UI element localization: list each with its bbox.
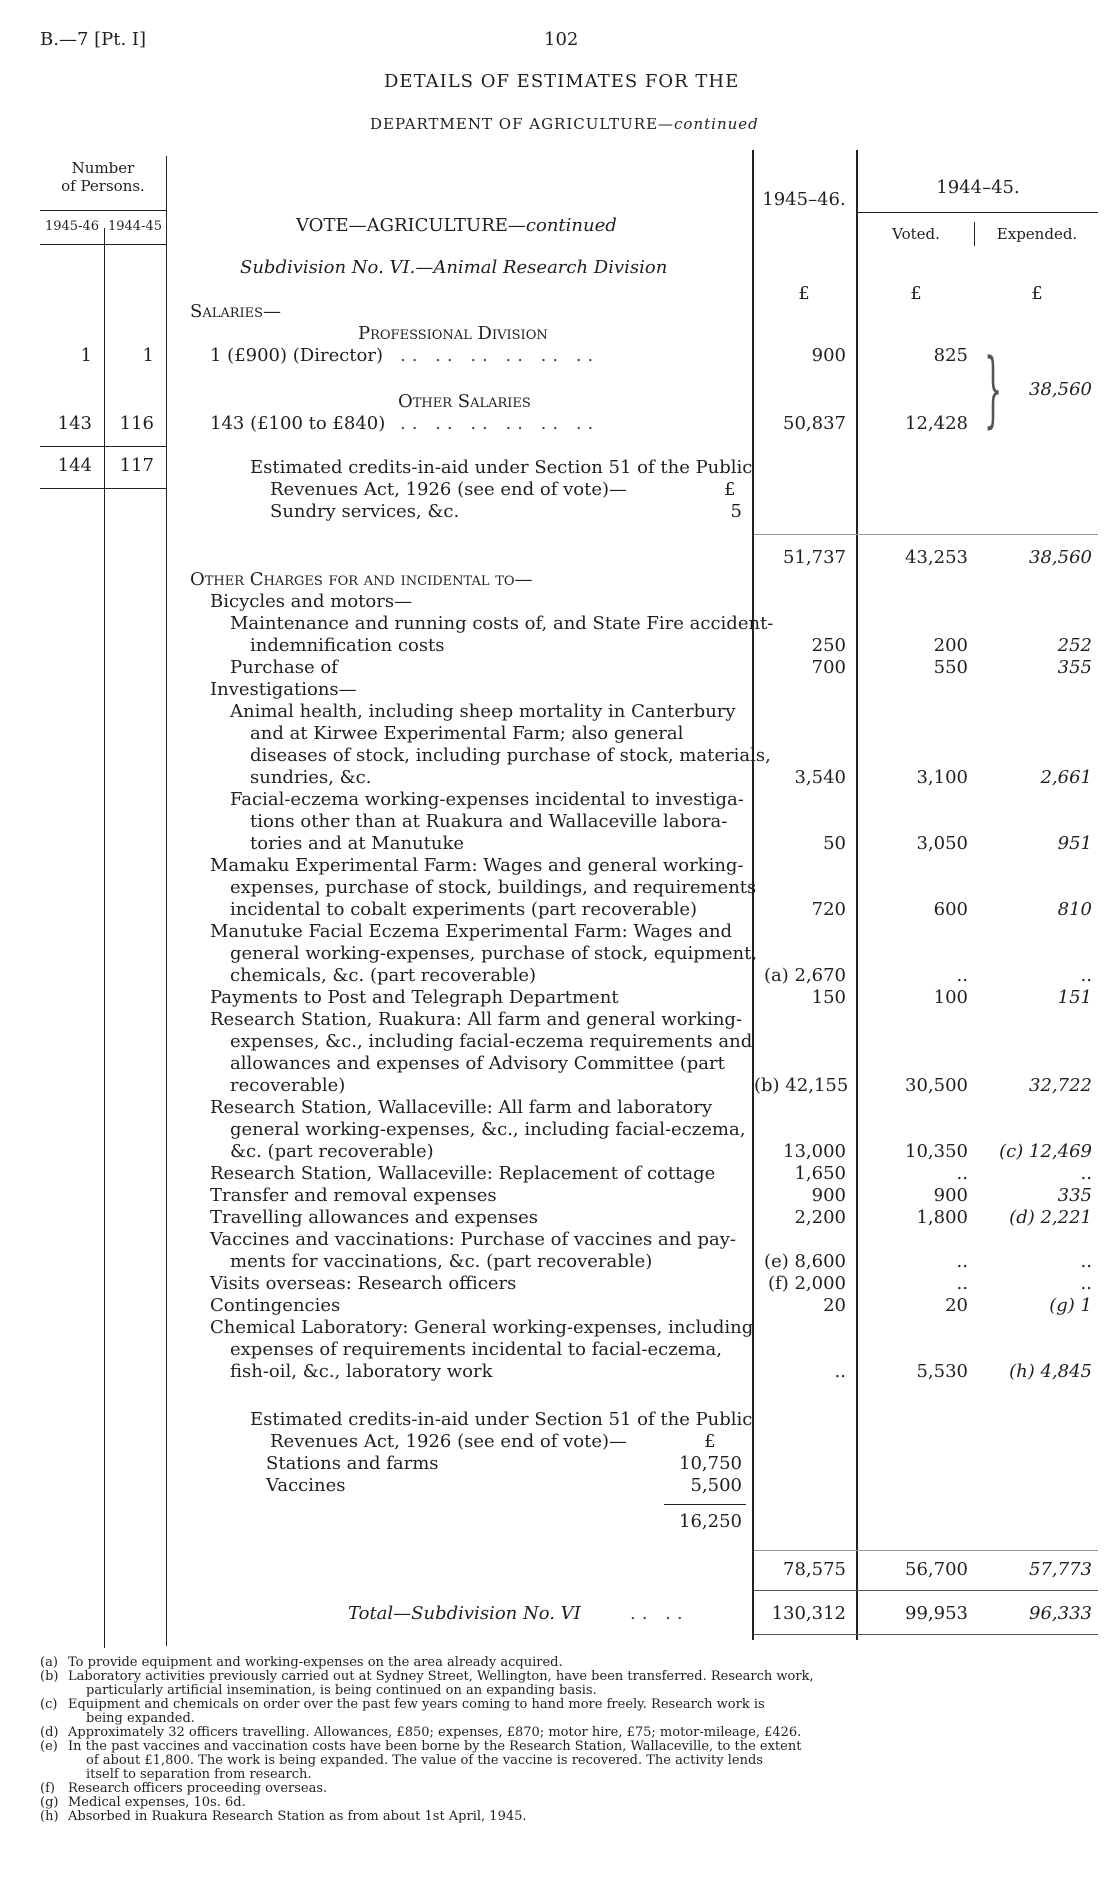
footnote-line: being expanded. bbox=[86, 1711, 195, 1726]
visits-label: Visits overseas: Research officers bbox=[210, 1273, 517, 1294]
vaccines-expended: .. bbox=[1080, 1251, 1092, 1272]
director-persons-1945: 1 bbox=[80, 345, 92, 366]
director-persons-1944: 1 bbox=[142, 345, 154, 366]
header-expended: Expended. bbox=[996, 225, 1078, 243]
vote-main: VOTE—AGRICULTURE— bbox=[296, 215, 526, 236]
header-voted: Voted. bbox=[892, 225, 940, 243]
post-label: Payments to Post and Telegraph Department bbox=[210, 987, 619, 1008]
vaccines-line: Vaccines and vaccinations: Purchase of vaccines and pay- bbox=[210, 1229, 736, 1250]
post-amount: 150 bbox=[811, 987, 846, 1008]
transfer-voted: 900 bbox=[933, 1185, 968, 1206]
manutuke-line: chemicals, &c. (part recoverable) bbox=[230, 965, 537, 986]
footnote bbox=[40, 1810, 1100, 1824]
travelling-label: Travelling allowances and expenses bbox=[210, 1207, 539, 1228]
year-previous: 1944–45. bbox=[936, 177, 1020, 198]
footnote-line: Approximately 32 officers travelling. Allowances, £850; expenses, £870; motor hire, £75; motor-mileage, £426. bbox=[68, 1725, 802, 1740]
chemical-line: Chemical Laboratory: General working-expenses, including bbox=[210, 1317, 754, 1338]
persons-number-label: Number bbox=[71, 159, 135, 177]
other-charges-heading: Other Charges for and incidental to— bbox=[190, 569, 533, 590]
facial-eczema-expended: 951 bbox=[1057, 833, 1092, 854]
animal-health-expended: 2,661 bbox=[1040, 767, 1092, 788]
footnotes bbox=[40, 1656, 1100, 1824]
wallaceville-line: Research Station, Wallaceville: All farm and laboratory bbox=[210, 1097, 713, 1118]
footnote-line: Equipment and chemicals on order over the past few years coming to hand more freely. Research work is bbox=[68, 1697, 765, 1712]
vote-title bbox=[296, 216, 617, 236]
cottage-amount: 1,650 bbox=[794, 1163, 846, 1184]
sundry-services-value: 5 bbox=[730, 501, 742, 522]
footnote-mark: (d) bbox=[40, 1725, 59, 1740]
footnote-mark: (h) bbox=[40, 1809, 59, 1824]
ruakura-line: expenses, &c., including facial-eczema requirements and bbox=[230, 1031, 753, 1052]
cottage-voted: .. bbox=[956, 1163, 968, 1184]
manutuke-line: general working-expenses, purchase of stock, equipment, bbox=[230, 943, 758, 964]
ruakura-line: allowances and expenses of Advisory Committee (part bbox=[230, 1053, 725, 1074]
stations-label: Stations and farms bbox=[266, 1453, 439, 1474]
footnote bbox=[40, 1796, 1100, 1810]
mamaku-line: expenses, purchase of stock, buildings, and requirements bbox=[230, 877, 757, 898]
chemical-expended: (h) 4,845 bbox=[1009, 1361, 1092, 1382]
salaries-total-amount: 51,737 bbox=[783, 547, 846, 568]
visits-expended: .. bbox=[1080, 1273, 1092, 1294]
facial-eczema-amount: 50 bbox=[823, 833, 846, 854]
footnote-line: of about £1,800. The work is being expanded. The value of the vaccine is recovered. The activity lends bbox=[86, 1753, 763, 1768]
currency-voted: £ bbox=[910, 283, 922, 304]
chemical-amount: .. bbox=[834, 1361, 846, 1382]
post-expended: 151 bbox=[1057, 987, 1092, 1008]
director-amount: 900 bbox=[811, 345, 846, 366]
visits-amount: (f) 2,000 bbox=[768, 1273, 846, 1294]
footnote bbox=[40, 1740, 1100, 1782]
other-salaries-heading: Other Salaries bbox=[398, 391, 531, 412]
wallaceville-amount: 13,000 bbox=[783, 1141, 846, 1162]
charges-credits-line1: Estimated credits-in-aid under Section 51 of the Public bbox=[250, 1409, 753, 1430]
contingencies-voted: 20 bbox=[945, 1295, 968, 1316]
ruakura-expended: 32,722 bbox=[1029, 1075, 1092, 1096]
maintenance-amount: 250 bbox=[811, 635, 846, 656]
footnote-mark: (a) bbox=[40, 1655, 58, 1670]
vote-continued: continued bbox=[525, 215, 617, 236]
animal-health-line: Animal health, including sheep mortality in Canterbury bbox=[230, 701, 736, 722]
footnote bbox=[40, 1726, 1100, 1740]
post-voted: 100 bbox=[933, 987, 968, 1008]
director-voted: 825 bbox=[933, 345, 968, 366]
facial-eczema-line: Facial-eczema working-expenses incidental to investiga- bbox=[230, 789, 744, 810]
bicycles-heading: Bicycles and motors— bbox=[210, 591, 413, 612]
mamaku-expended: 810 bbox=[1057, 899, 1092, 920]
subdivision-total-voted: 99,953 bbox=[905, 1603, 968, 1624]
leader-dots: .. .. .. .. .. .. bbox=[400, 413, 600, 434]
vaccines-line: ments for vaccinations, &c. (part recoverable) bbox=[230, 1251, 653, 1272]
animal-health-amount: 3,540 bbox=[794, 767, 846, 788]
maintenance-voted: 200 bbox=[933, 635, 968, 656]
other-salaries-amount: 50,837 bbox=[783, 413, 846, 434]
wallaceville-voted: 10,350 bbox=[905, 1141, 968, 1162]
persons-col-1944: 1944-45 bbox=[107, 219, 163, 234]
travelling-voted: 1,800 bbox=[916, 1207, 968, 1228]
other-salaries-voted: 12,428 bbox=[905, 413, 968, 434]
footnote-line: itself to separation from research. bbox=[86, 1767, 312, 1782]
footnote bbox=[40, 1782, 1100, 1796]
persons-col-1945: 1945-46 bbox=[44, 219, 100, 234]
professional-division-heading: Professional Division bbox=[358, 323, 548, 344]
salaries-total-expended: 38,560 bbox=[1029, 547, 1092, 568]
chemical-voted: 5,530 bbox=[916, 1361, 968, 1382]
leader-dots: .. .. bbox=[630, 1603, 689, 1624]
wallaceville-line: general working-expenses, &c., including facial-eczema, bbox=[230, 1119, 746, 1140]
charges-total-amount: 78,575 bbox=[783, 1559, 846, 1580]
currency-expended: £ bbox=[1031, 283, 1043, 304]
ruakura-line: recoverable) bbox=[230, 1075, 346, 1096]
currency-current: £ bbox=[798, 283, 810, 304]
facial-eczema-voted: 3,050 bbox=[916, 833, 968, 854]
salaries-expended-combined: 38,560 bbox=[1029, 379, 1092, 400]
charges-total-expended: 57,773 bbox=[1029, 1559, 1092, 1580]
cottage-expended: .. bbox=[1080, 1163, 1092, 1184]
vaccines-credit-label: Vaccines bbox=[266, 1475, 346, 1496]
salaries-total-voted: 43,253 bbox=[905, 547, 968, 568]
subtitle-continued: continued bbox=[674, 115, 759, 133]
footnote bbox=[40, 1656, 1100, 1670]
ruakura-voted: 30,500 bbox=[905, 1075, 968, 1096]
contingencies-amount: 20 bbox=[823, 1295, 846, 1316]
purchase-amount: 700 bbox=[811, 657, 846, 678]
contingencies-label: Contingencies bbox=[210, 1295, 341, 1316]
wallaceville-expended: (c) 12,469 bbox=[999, 1141, 1092, 1162]
purchase-label: Purchase of bbox=[230, 657, 338, 678]
salaries-heading: Salaries— bbox=[190, 301, 282, 322]
salaries-credits-line1: Estimated credits-in-aid under Section 51 of the Public bbox=[250, 457, 753, 478]
ruakura-line: Research Station, Ruakura: All farm and general working- bbox=[210, 1009, 743, 1030]
charges-total-voted: 56,700 bbox=[905, 1559, 968, 1580]
mamaku-line: Mamaku Experimental Farm: Wages and general working- bbox=[210, 855, 744, 876]
brace-icon: } bbox=[984, 342, 1003, 437]
sundry-services-label: Sundry services, &c. bbox=[270, 501, 460, 522]
footnote-mark: (g) bbox=[40, 1795, 59, 1810]
animal-health-voted: 3,100 bbox=[916, 767, 968, 788]
vaccines-credit-value: 5,500 bbox=[690, 1475, 742, 1496]
other-persons-1944: 116 bbox=[119, 413, 154, 434]
leader-dots: .. .. .. .. .. .. bbox=[400, 345, 600, 366]
transfer-amount: 900 bbox=[811, 1185, 846, 1206]
footnote-mark: (f) bbox=[40, 1781, 55, 1796]
footnote-mark: (b) bbox=[40, 1669, 59, 1684]
wallaceville-line: &c. (part recoverable) bbox=[230, 1141, 434, 1162]
ruakura-amount: (b) 42,155 bbox=[754, 1075, 849, 1096]
facial-eczema-line: tions other than at Ruakura and Wallaceville labora- bbox=[250, 811, 728, 832]
footnote bbox=[40, 1670, 1100, 1698]
manutuke-amount: (a) 2,670 bbox=[763, 965, 846, 986]
salaries-credits-line2: Revenues Act, 1926 (see end of vote)— bbox=[270, 479, 628, 500]
manutuke-expended: .. bbox=[1080, 965, 1092, 986]
persons-label: of Persons. bbox=[61, 177, 145, 195]
investigations-heading: Investigations— bbox=[210, 679, 357, 700]
vaccines-voted: .. bbox=[956, 1251, 968, 1272]
footnote bbox=[40, 1698, 1100, 1726]
salaries-credits-pound: £ bbox=[724, 479, 736, 500]
subdivision-total-label: Total—Subdivision No. VI bbox=[348, 1603, 581, 1624]
animal-health-line: sundries, &c. bbox=[250, 767, 372, 788]
footnote-line: Medical expenses, 10s. 6d. bbox=[68, 1795, 246, 1810]
credits-total-value: 16,250 bbox=[679, 1511, 742, 1532]
animal-health-line: diseases of stock, including purchase of stock, materials, bbox=[250, 745, 771, 766]
chemical-line: fish-oil, &c., laboratory work bbox=[230, 1361, 493, 1382]
other-salaries-label: 143 (£100 to £840) bbox=[210, 413, 386, 434]
page-subtitle bbox=[370, 116, 759, 133]
transfer-label: Transfer and removal expenses bbox=[210, 1185, 497, 1206]
mamaku-line: incidental to cobalt experiments (part recoverable) bbox=[230, 899, 698, 920]
subtitle-main: DEPARTMENT OF AGRICULTURE— bbox=[370, 115, 675, 133]
manutuke-line: Manutuke Facial Eczema Experimental Farm: Wages and bbox=[210, 921, 733, 942]
other-persons-1945: 143 bbox=[57, 413, 92, 434]
contingencies-expended: (g) 1 bbox=[1049, 1295, 1092, 1316]
facial-eczema-line: tories and at Manutuke bbox=[250, 833, 465, 854]
footnote-line: Laboratory activities previously carried out at Sydney Street, Wellington, have been transferred. Research work, bbox=[68, 1669, 814, 1684]
purchase-expended: 355 bbox=[1057, 657, 1092, 678]
page-title: DETAILS OF ESTIMATES FOR THE bbox=[384, 71, 740, 92]
travelling-expended: (d) 2,221 bbox=[1009, 1207, 1092, 1228]
subdivision-total-amount: 130,312 bbox=[771, 1603, 846, 1624]
maintenance-expended: 252 bbox=[1057, 635, 1092, 656]
charges-credits-line2: Revenues Act, 1926 (see end of vote)— bbox=[270, 1431, 628, 1452]
stations-value: 10,750 bbox=[679, 1453, 742, 1474]
animal-health-line: and at Kirwee Experimental Farm; also general bbox=[250, 723, 684, 744]
footnote-mark: (e) bbox=[40, 1739, 58, 1754]
purchase-voted: 550 bbox=[933, 657, 968, 678]
chemical-line: expenses of requirements incidental to facial-eczema, bbox=[230, 1339, 722, 1360]
mamaku-amount: 720 bbox=[811, 899, 846, 920]
maintenance-line2: indemnification costs bbox=[250, 635, 445, 656]
page-number: 102 bbox=[544, 29, 579, 50]
maintenance-line1: Maintenance and running costs of, and State Fire accident- bbox=[230, 613, 774, 634]
footnote-line: particularly artificial insemination, is being continued on an expanding basis. bbox=[86, 1683, 597, 1698]
footnote-line: Absorbed in Ruakura Research Station as from about 1st April, 1945. bbox=[68, 1809, 527, 1824]
total-persons-1944: 117 bbox=[119, 455, 154, 476]
subdivision-title: Subdivision No. VI.—Animal Research Division bbox=[240, 257, 668, 278]
visits-voted: .. bbox=[956, 1273, 968, 1294]
total-persons-1945: 144 bbox=[57, 455, 92, 476]
director-label: 1 (£900) (Director) bbox=[210, 345, 383, 366]
charges-credits-pound: £ bbox=[704, 1431, 716, 1452]
year-current: 1945–46. bbox=[762, 189, 846, 210]
mamaku-voted: 600 bbox=[933, 899, 968, 920]
transfer-expended: 335 bbox=[1057, 1185, 1092, 1206]
manutuke-voted: .. bbox=[956, 965, 968, 986]
vaccines-amount: (e) 8,600 bbox=[764, 1251, 846, 1272]
footnote-line: Research officers proceeding overseas. bbox=[68, 1781, 328, 1796]
footnote-line: To provide equipment and working-expenses on the area already acquired. bbox=[68, 1655, 563, 1670]
cottage-label: Research Station, Wallaceville: Replacement of cottage bbox=[210, 1163, 716, 1184]
travelling-amount: 2,200 bbox=[794, 1207, 846, 1228]
footnote-mark: (c) bbox=[40, 1697, 58, 1712]
document-reference: B.—7 [Pt. I] bbox=[40, 29, 147, 50]
footnote-line: In the past vaccines and vaccination costs have been borne by the Research Station, Wallaceville, to the extent bbox=[68, 1739, 802, 1754]
subdivision-total-expended: 96,333 bbox=[1029, 1603, 1092, 1624]
